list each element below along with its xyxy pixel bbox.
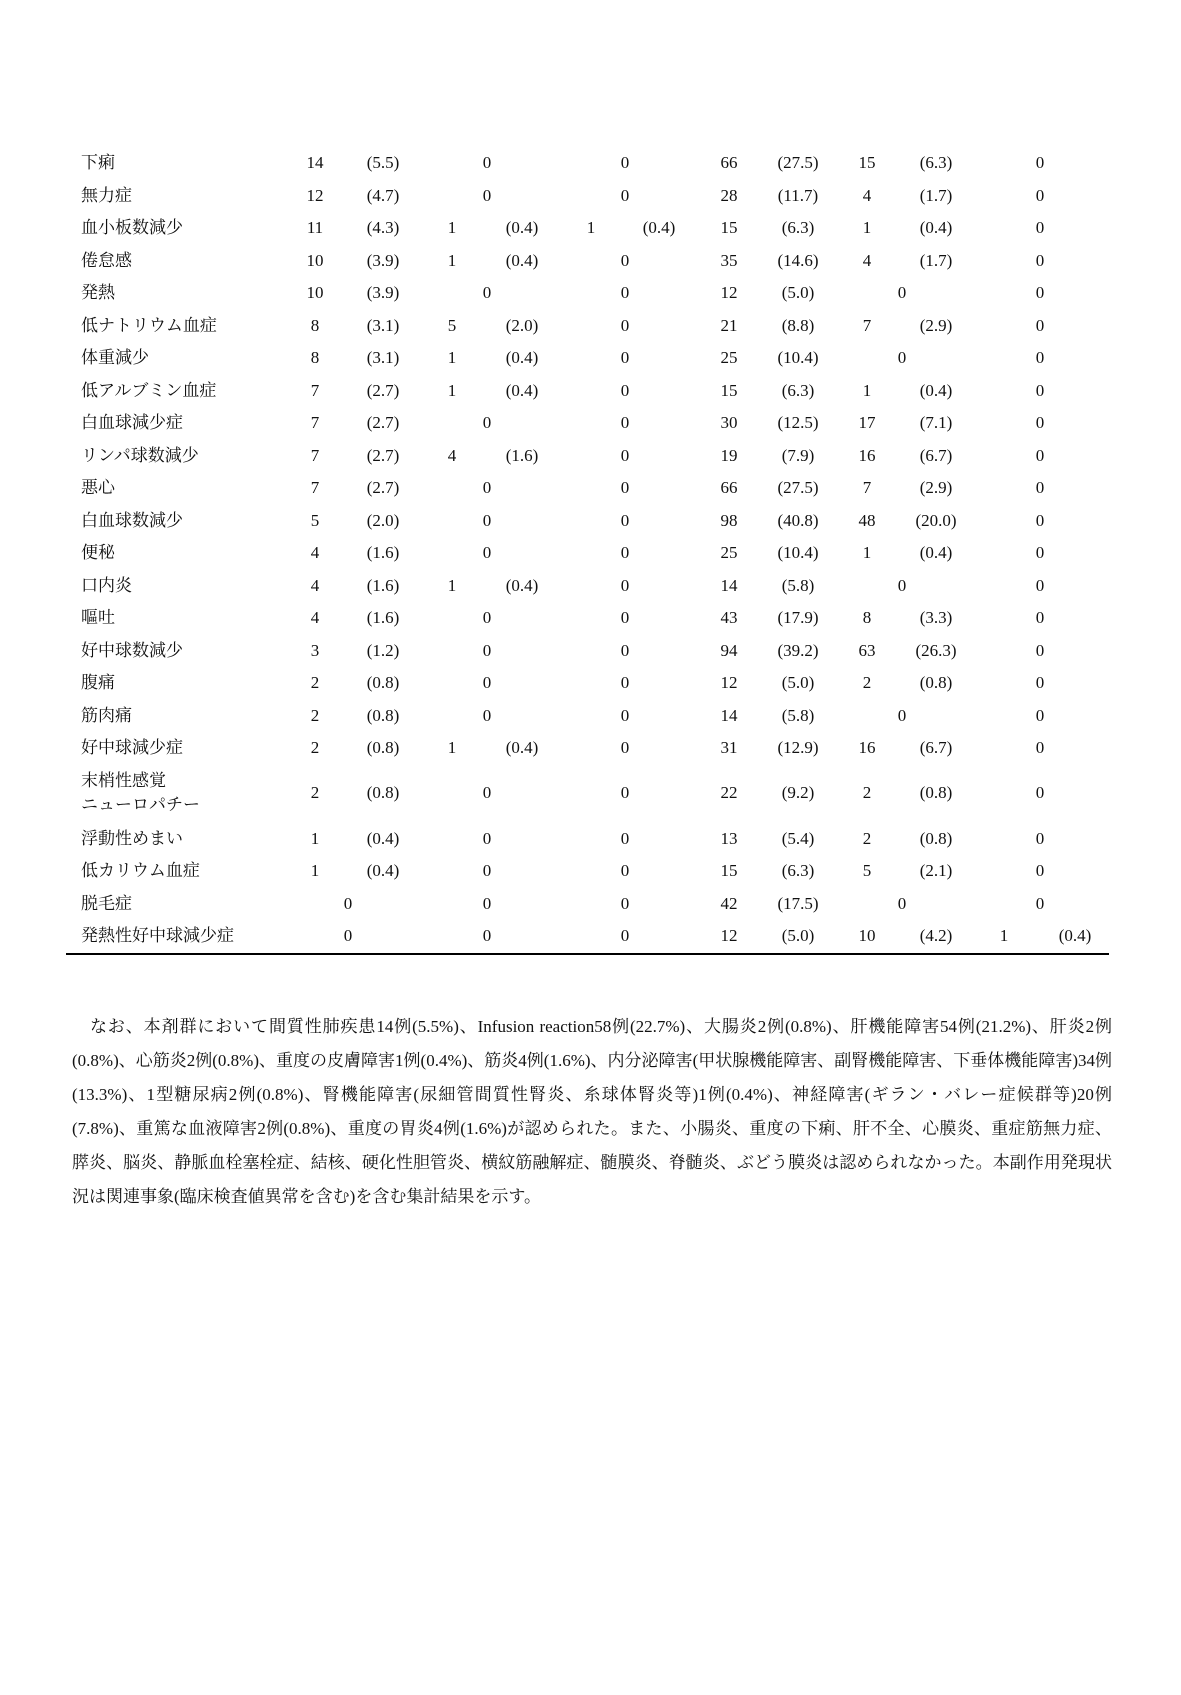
percent-cell: (2.9) xyxy=(919,478,953,497)
count-cell: 0 xyxy=(1035,705,1045,725)
percent-cell: (0.8) xyxy=(919,829,953,848)
percent-cell: (3.3) xyxy=(919,608,953,627)
count-cell: 0 xyxy=(1035,673,1045,692)
count-cell: 0 xyxy=(482,893,492,913)
count-cell: 10 xyxy=(306,283,324,302)
count-cell: 4 xyxy=(310,575,320,595)
percent-cell: (1.6) xyxy=(366,575,400,595)
percent-cell: (0.4) xyxy=(919,380,953,400)
count-cell: 5 xyxy=(447,315,457,335)
percent-cell: (12.9) xyxy=(777,738,819,757)
count-cell: 7 xyxy=(862,315,872,335)
count-cell: 0 xyxy=(1035,783,1045,802)
count-cell: 16 xyxy=(858,738,876,757)
percent-cell: (0.4) xyxy=(505,348,539,367)
count-cell: 0 xyxy=(482,926,492,946)
count-cell: 0 xyxy=(620,738,630,757)
percent-cell: (0.8) xyxy=(366,783,400,802)
count-cell: 25 xyxy=(720,348,738,367)
count-cell: 0 xyxy=(1035,413,1045,432)
percent-cell: (1.7) xyxy=(919,185,953,205)
count-cell: 1 xyxy=(586,218,596,237)
count-cell: 0 xyxy=(1035,893,1045,913)
percent-cell: (0.4) xyxy=(505,380,539,400)
percent-cell: (14.6) xyxy=(777,250,819,270)
count-cell: 0 xyxy=(343,926,353,946)
percent-cell: (0.4) xyxy=(919,543,953,562)
count-cell: 0 xyxy=(482,640,492,660)
table-row xyxy=(0,212,1181,244)
count-cell: 0 xyxy=(620,250,630,270)
count-cell: 7 xyxy=(310,478,320,497)
percent-cell: (0.4) xyxy=(505,575,539,595)
count-cell: 0 xyxy=(1035,283,1045,302)
percent-cell: (6.3) xyxy=(781,218,815,237)
count-cell: 66 xyxy=(720,478,738,497)
percent-cell: (27.5) xyxy=(777,478,819,497)
count-cell: 28 xyxy=(720,185,738,205)
event-name: 口内炎 xyxy=(81,575,132,595)
table-row xyxy=(0,342,1181,374)
percent-cell: (26.3) xyxy=(915,640,957,660)
count-cell: 0 xyxy=(620,283,630,302)
count-cell: 19 xyxy=(720,445,738,465)
count-cell: 7 xyxy=(310,413,320,432)
event-name: 低アルブミン血症 xyxy=(81,380,217,400)
count-cell: 5 xyxy=(310,510,320,530)
count-cell: 0 xyxy=(620,185,630,205)
count-cell: 17 xyxy=(858,413,876,432)
percent-cell: (0.4) xyxy=(919,218,953,237)
percent-cell: (10.4) xyxy=(777,543,819,562)
count-cell: 1 xyxy=(447,348,457,367)
event-name: 脱毛症 xyxy=(81,893,132,913)
count-cell: 2 xyxy=(310,673,320,692)
count-cell: 0 xyxy=(897,348,907,367)
table-row xyxy=(0,771,1181,814)
count-cell: 0 xyxy=(897,575,907,595)
percent-cell: (12.5) xyxy=(777,413,819,432)
table-row xyxy=(0,375,1181,407)
percent-cell: (7.9) xyxy=(781,445,815,465)
table-row xyxy=(0,310,1181,342)
count-cell: 0 xyxy=(897,283,907,302)
count-cell: 0 xyxy=(482,829,492,848)
count-cell: 42 xyxy=(720,893,738,913)
count-cell: 1 xyxy=(447,218,457,237)
count-cell: 8 xyxy=(310,315,320,335)
percent-cell: (20.0) xyxy=(915,510,957,530)
count-cell: 0 xyxy=(1035,218,1045,237)
table-row xyxy=(0,635,1181,667)
event-name: 低ナトリウム血症 xyxy=(81,315,217,335)
percent-cell: (1.2) xyxy=(366,640,400,660)
percent-cell: (2.7) xyxy=(366,380,400,400)
percent-cell: (6.3) xyxy=(781,380,815,400)
percent-cell: (39.2) xyxy=(777,640,819,660)
percent-cell: (4.2) xyxy=(919,926,953,946)
table-row xyxy=(0,888,1181,920)
event-name: 低カリウム血症 xyxy=(81,861,200,881)
event-name: 発熱性好中球減少症 xyxy=(81,926,234,946)
count-cell: 0 xyxy=(1035,510,1045,530)
table-row xyxy=(0,407,1181,439)
count-cell: 0 xyxy=(620,413,630,432)
table-row xyxy=(0,440,1181,472)
percent-cell: (2.1) xyxy=(919,861,953,881)
count-cell: 10 xyxy=(306,250,324,270)
count-cell: 0 xyxy=(1035,153,1045,172)
table-row xyxy=(0,472,1181,504)
count-cell: 0 xyxy=(1035,445,1045,465)
count-cell: 1 xyxy=(310,861,320,881)
percent-cell: (1.6) xyxy=(505,445,539,465)
percent-cell: (5.0) xyxy=(781,283,815,302)
table-row xyxy=(0,855,1181,887)
count-cell: 0 xyxy=(620,543,630,562)
count-cell: 15 xyxy=(720,380,738,400)
count-cell: 12 xyxy=(720,673,738,692)
table-row xyxy=(0,277,1181,309)
count-cell: 12 xyxy=(306,185,324,205)
event-name: 浮動性めまい xyxy=(81,829,183,848)
count-cell: 25 xyxy=(720,543,738,562)
event-name: 悪心 xyxy=(81,478,115,497)
percent-cell: (2.0) xyxy=(366,510,400,530)
count-cell: 2 xyxy=(310,738,320,757)
count-cell: 48 xyxy=(858,510,876,530)
count-cell: 0 xyxy=(482,185,492,205)
event-name: 便秘 xyxy=(81,543,115,562)
count-cell: 11 xyxy=(306,218,324,237)
count-cell: 0 xyxy=(482,861,492,881)
percent-cell: (5.8) xyxy=(781,705,815,725)
footnote-paragraph: なお、本剤群において間質性肺疾患14例(5.5%)、Infusion reaction58例(22.7%)、大腸炎2例(0.8%)、肝機能障害54例(21.2%)、肝炎2例(0.8%)、心筋炎2例(0.8%)、重度の皮膚障害1例(0.4%)、筋炎4例(1.6%)、内分泌障害(甲状腺機能障害、副腎機能障害、下垂体機能障害)34例(13.3%)、1型糖尿病2例(0.8%)、腎機能障害(尿細管間質性腎炎、糸球体腎炎等)1例(0.4%)、神経障害(ギラン・バレー症候群等)20例(7.8%)、重篤な血液障害2例(0.8%)、重度の胃炎4例(1.6%)が認められた。また、小腸炎、重度の下痢、肝不全、心膜炎、重症筋無力症、膵炎、脳炎、静脈血栓塞栓症、結核、硬化性胆管炎、横紋筋融解症、髄膜炎、脊髄炎、ぶどう膜炎は認められなかった。本副作用発現状況は関連事象(臨床検査値異常を含む)を含む集計結果を示す。 xyxy=(72,1017,1112,1206)
count-cell: 7 xyxy=(862,478,872,497)
percent-cell: (1.6) xyxy=(366,543,400,562)
count-cell: 0 xyxy=(1035,543,1045,562)
event-name: 血小板数減少 xyxy=(81,218,183,237)
event-name: 末梢性感覚 ニューロパチー xyxy=(81,771,200,814)
count-cell: 1 xyxy=(447,575,457,595)
count-cell: 2 xyxy=(862,783,872,802)
percent-cell: (0.8) xyxy=(919,673,953,692)
count-cell: 0 xyxy=(620,380,630,400)
table-row xyxy=(0,147,1181,179)
percent-cell: (0.4) xyxy=(366,861,400,881)
percent-cell: (6.7) xyxy=(919,445,953,465)
count-cell: 2 xyxy=(862,829,872,848)
count-cell: 0 xyxy=(620,705,630,725)
percent-cell: (4.7) xyxy=(366,185,400,205)
event-name: 下痢 xyxy=(81,153,115,172)
count-cell: 35 xyxy=(720,250,738,270)
percent-cell: (3.9) xyxy=(366,250,400,270)
percent-cell: (2.7) xyxy=(366,413,400,432)
count-cell: 0 xyxy=(620,348,630,367)
percent-cell: (0.4) xyxy=(1058,926,1092,946)
percent-cell: (6.3) xyxy=(919,153,953,172)
count-cell: 14 xyxy=(306,153,324,172)
percent-cell: (0.8) xyxy=(366,705,400,725)
count-cell: 0 xyxy=(620,926,630,946)
percent-cell: (10.4) xyxy=(777,348,819,367)
count-cell: 0 xyxy=(482,413,492,432)
count-cell: 0 xyxy=(482,705,492,725)
percent-cell: (2.7) xyxy=(366,478,400,497)
count-cell: 0 xyxy=(1035,608,1045,627)
count-cell: 0 xyxy=(1035,348,1045,367)
count-cell: 98 xyxy=(720,510,738,530)
table-row xyxy=(0,823,1181,855)
count-cell: 0 xyxy=(482,510,492,530)
count-cell: 7 xyxy=(310,380,320,400)
event-name: 倦怠感 xyxy=(81,250,132,270)
count-cell: 0 xyxy=(620,153,630,172)
percent-cell: (1.6) xyxy=(366,608,400,627)
count-cell: 0 xyxy=(482,783,492,802)
count-cell: 12 xyxy=(720,926,738,946)
count-cell: 1 xyxy=(447,250,457,270)
event-name: 白血球減少症 xyxy=(81,413,183,432)
count-cell: 0 xyxy=(1035,315,1045,335)
count-cell: 66 xyxy=(720,153,738,172)
event-name: 無力症 xyxy=(81,185,132,205)
event-name: リンパ球数減少 xyxy=(81,445,199,465)
count-cell: 0 xyxy=(1035,575,1045,595)
count-cell: 0 xyxy=(620,829,630,848)
count-cell: 0 xyxy=(1035,640,1045,660)
count-cell: 0 xyxy=(620,510,630,530)
percent-cell: (3.1) xyxy=(366,315,400,335)
count-cell: 0 xyxy=(343,893,353,913)
count-cell: 14 xyxy=(720,575,738,595)
count-cell: 0 xyxy=(482,673,492,692)
percent-cell: (5.8) xyxy=(781,575,815,595)
count-cell: 15 xyxy=(858,153,876,172)
percent-cell: (0.4) xyxy=(505,738,539,757)
count-cell: 0 xyxy=(620,445,630,465)
table-row xyxy=(0,505,1181,537)
count-cell: 0 xyxy=(620,478,630,497)
count-cell: 4 xyxy=(862,185,872,205)
count-cell: 3 xyxy=(310,640,320,660)
count-cell: 8 xyxy=(862,608,872,627)
count-cell: 15 xyxy=(720,861,738,881)
count-cell: 4 xyxy=(447,445,457,465)
count-cell: 0 xyxy=(620,315,630,335)
count-cell: 0 xyxy=(620,673,630,692)
count-cell: 1 xyxy=(999,926,1009,946)
event-name: 好中球減少症 xyxy=(81,738,183,757)
percent-cell: (2.0) xyxy=(505,315,539,335)
count-cell: 12 xyxy=(720,283,738,302)
count-cell: 0 xyxy=(482,478,492,497)
percent-cell: (5.4) xyxy=(781,829,815,848)
count-cell: 94 xyxy=(720,640,738,660)
event-name: 白血球数減少 xyxy=(81,510,183,530)
count-cell: 0 xyxy=(897,893,907,913)
count-cell: 0 xyxy=(620,575,630,595)
event-name: 好中球数減少 xyxy=(81,640,183,660)
count-cell: 0 xyxy=(482,543,492,562)
count-cell: 7 xyxy=(310,445,320,465)
table-row xyxy=(0,537,1181,569)
count-cell: 0 xyxy=(1035,250,1045,270)
count-cell: 13 xyxy=(720,829,738,848)
event-name: 腹痛 xyxy=(81,673,115,692)
percent-cell: (0.8) xyxy=(919,783,953,802)
count-cell: 14 xyxy=(720,705,738,725)
table-bottom-rule xyxy=(66,953,1109,955)
table-row xyxy=(0,245,1181,277)
table-row xyxy=(0,570,1181,602)
count-cell: 0 xyxy=(482,153,492,172)
percent-cell: (2.7) xyxy=(366,445,400,465)
count-cell: 0 xyxy=(620,783,630,802)
table-row xyxy=(0,667,1181,699)
table-row xyxy=(0,920,1181,952)
count-cell: 1 xyxy=(862,543,872,562)
percent-cell: (27.5) xyxy=(777,153,819,172)
percent-cell: (5.0) xyxy=(781,673,815,692)
percent-cell: (3.1) xyxy=(366,348,400,367)
event-name: 筋肉痛 xyxy=(81,705,132,725)
count-cell: 15 xyxy=(720,218,738,237)
count-cell: 0 xyxy=(1035,478,1045,497)
count-cell: 63 xyxy=(858,640,876,660)
event-name: 嘔吐 xyxy=(81,608,115,627)
count-cell: 0 xyxy=(620,608,630,627)
count-cell: 5 xyxy=(862,861,872,881)
percent-cell: (4.3) xyxy=(366,218,400,237)
count-cell: 0 xyxy=(620,893,630,913)
percent-cell: (7.1) xyxy=(919,413,953,432)
count-cell: 8 xyxy=(310,348,320,367)
percent-cell: (6.3) xyxy=(781,861,815,881)
count-cell: 0 xyxy=(620,861,630,881)
percent-cell: (8.8) xyxy=(781,315,815,335)
percent-cell: (2.9) xyxy=(919,315,953,335)
percent-cell: (0.8) xyxy=(366,738,400,757)
percent-cell: (3.9) xyxy=(366,283,400,302)
count-cell: 30 xyxy=(720,413,738,432)
count-cell: 0 xyxy=(482,283,492,302)
count-cell: 0 xyxy=(1035,185,1045,205)
table-row xyxy=(0,180,1181,212)
percent-cell: (17.5) xyxy=(777,893,819,913)
count-cell: 1 xyxy=(310,829,320,848)
count-cell: 0 xyxy=(1035,380,1045,400)
count-cell: 0 xyxy=(482,608,492,627)
count-cell: 10 xyxy=(858,926,876,946)
count-cell: 22 xyxy=(720,783,738,802)
event-name: 発熱 xyxy=(81,283,115,302)
percent-cell: (5.0) xyxy=(781,926,815,946)
percent-cell: (0.8) xyxy=(366,673,400,692)
count-cell: 0 xyxy=(897,705,907,725)
percent-cell: (0.4) xyxy=(505,250,539,270)
count-cell: 0 xyxy=(1035,829,1045,848)
percent-cell: (11.7) xyxy=(777,185,819,205)
count-cell: 4 xyxy=(310,543,320,562)
table-row xyxy=(0,700,1181,732)
percent-cell: (9.2) xyxy=(781,783,815,802)
count-cell: 4 xyxy=(310,608,320,627)
count-cell: 2 xyxy=(310,783,320,802)
count-cell: 0 xyxy=(620,640,630,660)
percent-cell: (1.7) xyxy=(919,250,953,270)
count-cell: 4 xyxy=(862,250,872,270)
percent-cell: (17.9) xyxy=(777,608,819,627)
count-cell: 43 xyxy=(720,608,738,627)
percent-cell: (5.5) xyxy=(366,153,400,172)
count-cell: 16 xyxy=(858,445,876,465)
count-cell: 31 xyxy=(720,738,738,757)
percent-cell: (0.4) xyxy=(505,218,539,237)
event-name: 体重減少 xyxy=(81,348,149,367)
percent-cell: (0.4) xyxy=(642,218,676,237)
percent-cell: (6.7) xyxy=(919,738,953,757)
count-cell: 0 xyxy=(1035,738,1045,757)
count-cell: 1 xyxy=(862,218,872,237)
table-row xyxy=(0,602,1181,634)
count-cell: 2 xyxy=(310,705,320,725)
count-cell: 0 xyxy=(1035,861,1045,881)
count-cell: 21 xyxy=(720,315,738,335)
percent-cell: (0.4) xyxy=(366,829,400,848)
count-cell: 1 xyxy=(862,380,872,400)
table-row xyxy=(0,732,1181,764)
percent-cell: (40.8) xyxy=(777,510,819,530)
count-cell: 2 xyxy=(862,673,872,692)
count-cell: 1 xyxy=(447,738,457,757)
count-cell: 1 xyxy=(447,380,457,400)
